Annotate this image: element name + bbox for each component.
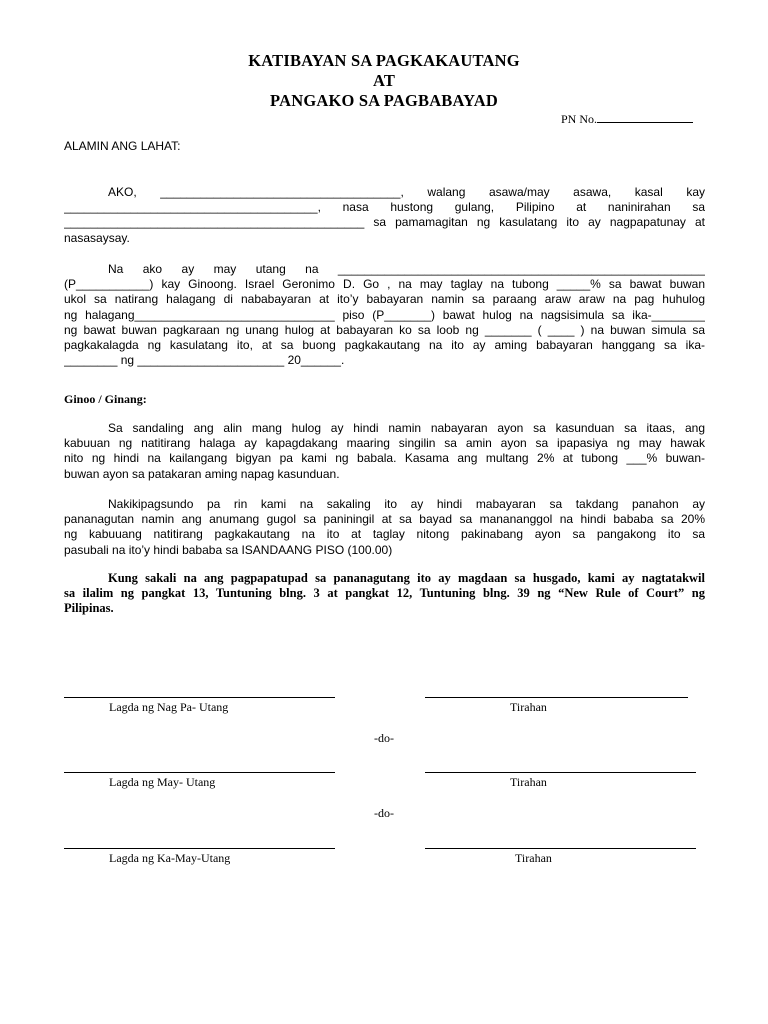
pn-blank-line [597, 110, 693, 123]
address-label-borrower: Tirahan [510, 775, 547, 789]
pn-number-field [561, 110, 693, 127]
address-label-co-borrower: Tirahan [515, 851, 552, 865]
pn-label: PN No. [561, 112, 598, 126]
signature-line-lender [64, 697, 335, 698]
paragraph-line: ______________________________________, nasa hustong gulang, Pilipino at naninirahan sa [64, 200, 705, 215]
paragraph-line: AKO, ____________________________________, walang asawa/may asawa, kasal kay [108, 185, 705, 199]
signature-line-borrower [64, 772, 335, 773]
document-title-line2: AT [372, 71, 396, 90]
paragraph-line: ukol sa natirang halagang di nababayaran at ito’y babayaran namin sa paraang araw araw na pag huhulog [64, 292, 705, 307]
paragraph-debt-terms [64, 262, 705, 368]
paragraph-line: kabuuan ng natitirang halaga ay kapagdakang maaring singilin sa amin ayon sa ipapasiya ng may hawak [64, 436, 705, 451]
document-title-line1: KATIBAYAN SA PAGKAKAUTANG [248, 51, 520, 70]
paragraph-collection-clause [64, 497, 705, 558]
signature-label-borrower: Lagda ng May- Utang [109, 775, 216, 789]
paragraph-line: Sa sandaling ang alin mang hulog ay hindi namin nabayaran ayon sa kasunduan sa itaas, ang [108, 421, 705, 435]
ditto-separator: -do- [374, 731, 394, 745]
paragraph-line: ng bawat buwan pagkaraan ng unang hulog at babayaran ko sa loob ng _______ ( ____ ) na buwan simula sa [64, 322, 705, 337]
signature-label-co-borrower: Lagda ng Ka-May-Utang [109, 851, 231, 865]
paragraph-line: ng kabuuang natitirang pagkakautang na ito at taglay nitong pakinabang ayon sa pangakong ito sa [64, 527, 705, 542]
paragraph-line: sa ilalim ng pangkat 13, Tuntuning blng. 3 at pangkat 12, Tuntuning blng. 39 ng “New Rule of Court” ng [64, 586, 705, 601]
paragraph-line: _____________________________________________ sa pamamagitan ng kasulatang ito ay nagpapatunay at [64, 215, 705, 230]
paragraph-line: ________ ng ______________________ 20______. [64, 353, 345, 368]
paragraph-line: Nakikipagsundo pa rin kami na sakaling ito ay hindi mabayaran sa takdang panahon ay [108, 497, 705, 511]
paragraph-court-waiver [64, 571, 705, 617]
address-line-lender [425, 697, 688, 698]
paragraph-line: ng halagang______________________________ piso (P_______) bawat hulog na nagsisimula sa ika-________ [64, 307, 705, 322]
paragraph-line: pananagutan namin ang anumang gugol sa paniningil at sa bayad sa manananggol na hindi bababa sa 20% [64, 512, 705, 527]
paragraph-line: Na ako ay may utang na _______________________________________________________ [108, 262, 705, 276]
address-line-co-borrower [425, 848, 696, 849]
greeting: ALAMIN ANG LAHAT: [64, 139, 181, 153]
paragraph-line: pasubali na ito’y hindi bababa sa ISANDAANG PISO (100.00) [64, 542, 393, 557]
paragraph-line: nito ng hindi na kailangang bigyan pa kami ng babala. Kasama ang multang 2% at tubong ___% buwan- [64, 451, 705, 466]
address-line-borrower [425, 772, 696, 773]
address-label-lender: Tirahan [510, 700, 547, 714]
ditto-separator: -do- [374, 806, 394, 820]
signature-label-lender: Lagda ng Nag Pa- Utang [109, 700, 229, 714]
salutation: Ginoo / Ginang: [64, 392, 147, 406]
document-title-line3: PANGAKO SA PAGBABAYAD [270, 91, 498, 110]
paragraph-line: Kung sakali na ang pagpapatupad sa pananagutang ito ay magdaan sa husgado, kami ay nagtatakwil [108, 571, 705, 585]
paragraph-line: (P___________) kay Ginoong. Israel Geronimo D. Go , na may taglay na tubong _____% sa bawat buwan [64, 277, 705, 292]
paragraph-line: pagkakalagda ng kasulatang ito, at sa buong pagkakautang na ito ay aming babayaran hanggang sa ika- [64, 337, 705, 352]
paragraph-line: buwan ayon sa patakaran aming napag kasunduan. [64, 466, 340, 481]
paragraph-declaration [64, 185, 705, 246]
paragraph-line: nasasaysay. [64, 230, 130, 245]
signature-line-co-borrower [64, 848, 335, 849]
paragraph-default-clause [64, 421, 705, 482]
paragraph-line: Pilipinas. [64, 601, 114, 616]
